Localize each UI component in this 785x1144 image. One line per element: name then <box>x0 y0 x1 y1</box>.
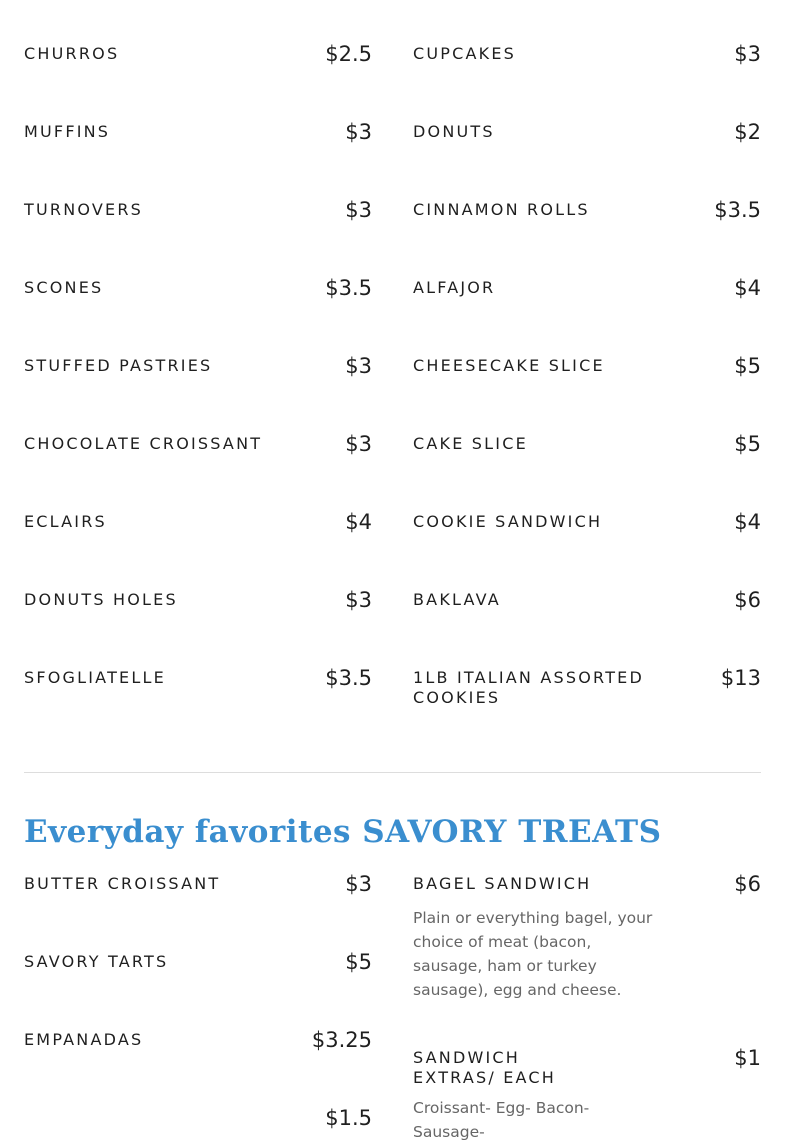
menu-item-price: $3 <box>345 872 372 896</box>
menu-item-price: $3 <box>345 588 372 612</box>
menu-item-name: SAVORY TARTS <box>24 952 169 971</box>
menu-item-price: $3 <box>345 432 372 456</box>
menu-item-name: CINNAMON ROLLS <box>413 200 590 219</box>
menu-item-price: $1.5 <box>325 1106 372 1130</box>
menu-item-name: CUPCAKES <box>413 44 517 63</box>
menu-item-name: DONUTS <box>413 122 495 141</box>
section-title: Everyday favorites SAVORY TREATS <box>24 814 662 850</box>
menu-item-price: $6 <box>734 588 761 612</box>
menu-item-name: COOKIE SANDWICH <box>413 512 603 531</box>
menu-item-price: $3.5 <box>714 198 761 222</box>
menu-item-name: TURNOVERS <box>24 200 144 219</box>
menu-item-price: $3 <box>734 42 761 66</box>
menu-item-name: SFOGLIATELLE <box>24 668 166 687</box>
menu-item-name: DONUTS HOLES <box>24 590 178 609</box>
menu-item-name: ALFAJOR <box>413 278 496 297</box>
menu-item-name: CHEESECAKE SLICE <box>413 356 605 375</box>
menu-item-price: $4 <box>345 510 372 534</box>
menu-item-description: Plain or everything bagel, your choice of meat (bacon, sausage, ham or turkey sausage), egg and cheese. <box>413 909 653 999</box>
menu-item-name: MUFFINS <box>24 122 111 141</box>
menu-item-price: $2 <box>734 120 761 144</box>
menu-item-price: $13 <box>720 666 761 690</box>
menu-item-price: $3.5 <box>325 666 372 690</box>
menu-item-name: BAKLAVA <box>413 590 501 609</box>
menu-item-price: $5 <box>734 354 761 378</box>
menu-item-description: Croissant- Egg- Bacon- Sausage- <box>413 1099 590 1141</box>
menu-item-price: $1 <box>734 1046 761 1070</box>
menu-item-price: $2.5 <box>325 42 372 66</box>
menu-item-price: $3 <box>345 354 372 378</box>
menu-item-price: $5 <box>345 950 372 974</box>
menu-item-price: $3 <box>345 198 372 222</box>
menu-item-price: $4 <box>734 276 761 300</box>
menu-item-price: $5 <box>734 432 761 456</box>
menu-item-name: CHURROS <box>24 44 120 63</box>
menu-item-name: EMPANADAS <box>24 1030 144 1049</box>
menu-item-name: 1LB ITALIAN ASSORTED COOKIES <box>413 668 644 707</box>
menu-item-price: $3 <box>345 120 372 144</box>
menu-item-price: $3.5 <box>325 276 372 300</box>
section-divider <box>24 772 761 773</box>
menu-item-name: BAGEL SANDWICH <box>413 874 592 893</box>
menu-item-name: CAKE SLICE <box>413 434 528 453</box>
menu-item-price: $6 <box>734 872 761 896</box>
menu-item-name: BUTTER CROISSANT <box>24 874 221 893</box>
menu-item-name: STUFFED PASTRIES <box>24 356 213 375</box>
menu-item-name: SCONES <box>24 278 104 297</box>
menu-item-name: SANDWICH EXTRAS/ EACH <box>413 1048 556 1087</box>
menu-item-price: $4 <box>734 510 761 534</box>
menu-item-price: $3.25 <box>311 1028 372 1052</box>
menu-item-name: CHOCOLATE CROISSANT <box>24 434 263 453</box>
menu-item-name: ECLAIRS <box>24 512 107 531</box>
